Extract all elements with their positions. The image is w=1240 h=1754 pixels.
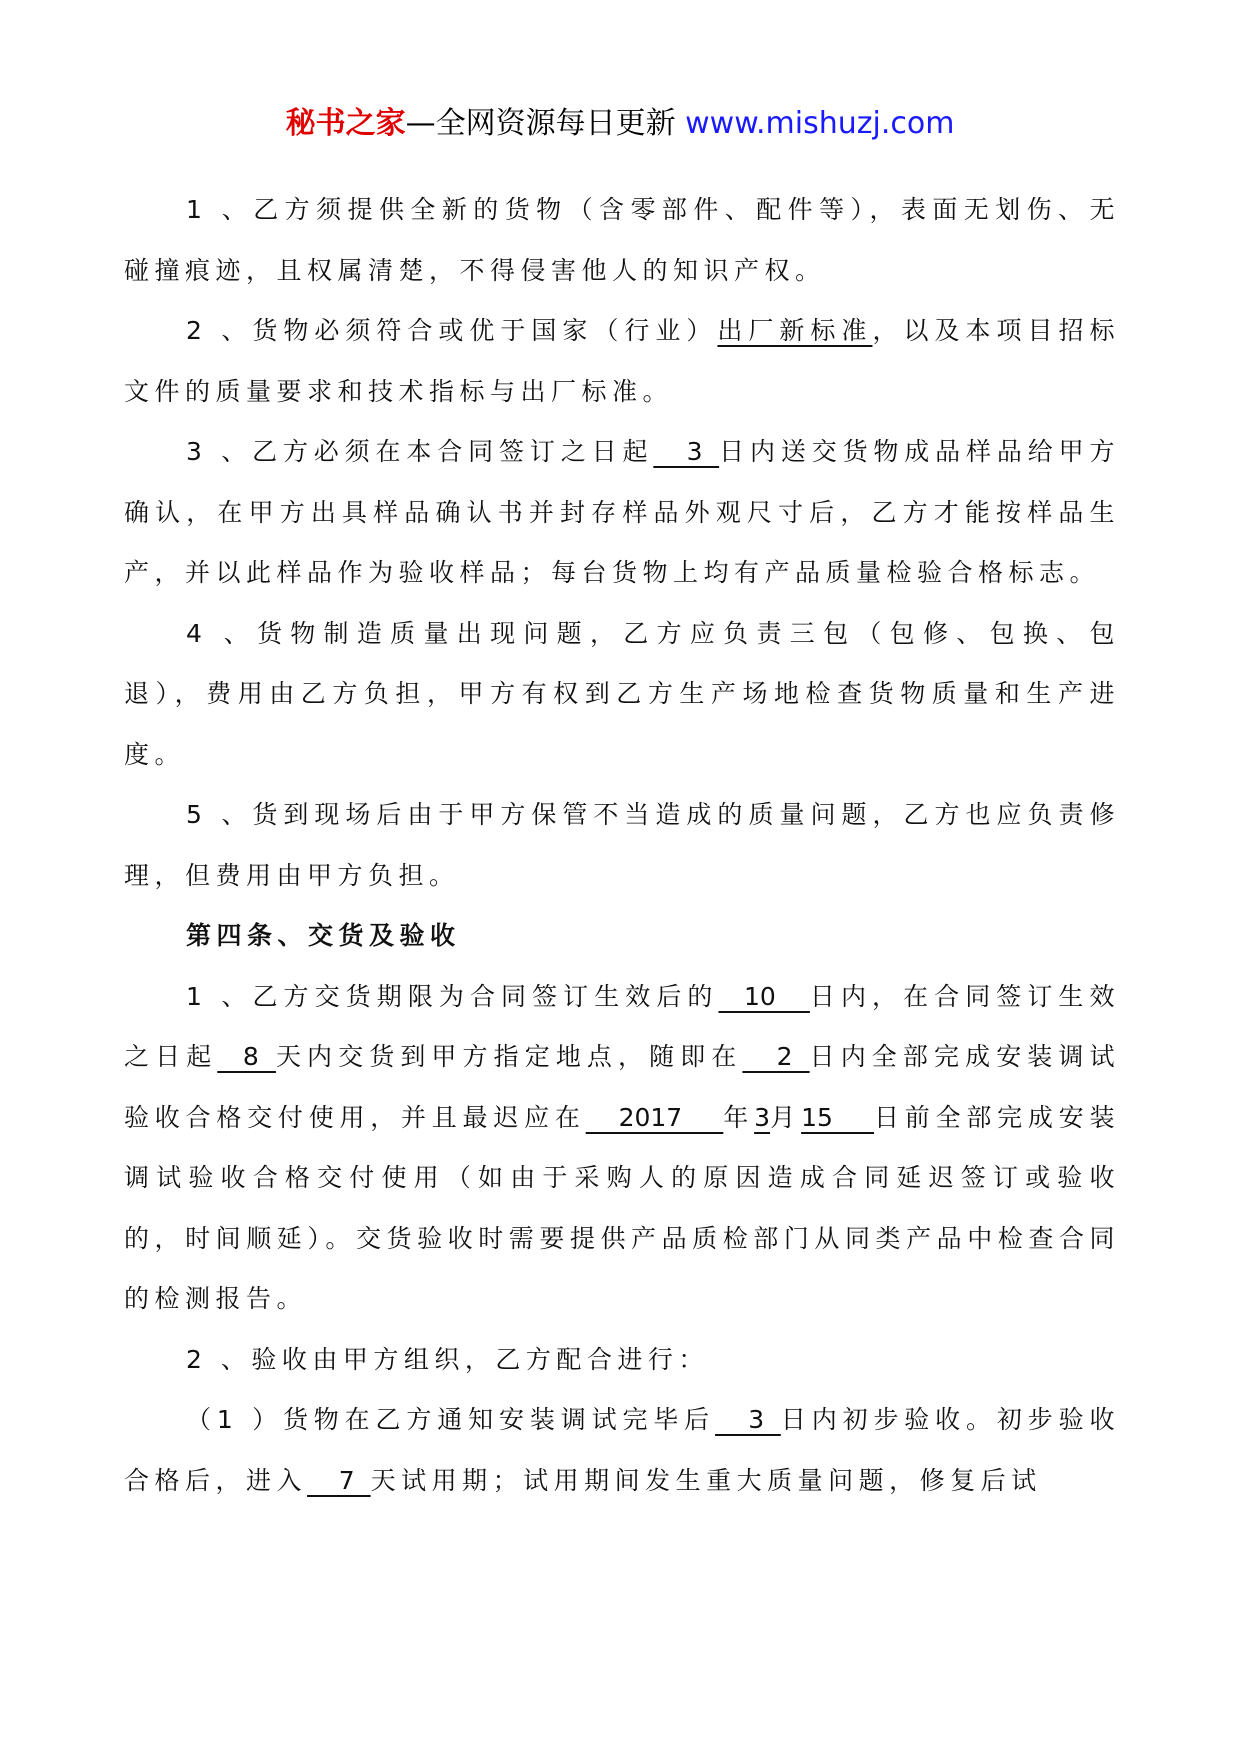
clause-text: ，以及本项目招标文件的质量要求和技术指标与出厂标准。 [124, 316, 1120, 406]
clause-text: 1 、乙方交货期限为合同签订生效后的 [186, 981, 719, 1011]
clause-text: 1 、乙方须提供全新的货物（含零部件、配件等），表面无划伤、无碰撞痕迹，且权属清楚，不得侵害他人的知识产权。 [124, 195, 1120, 285]
clause-text: 日内初步验收。初步验收合格后，进入 [124, 1405, 1120, 1495]
clause-paragraph [124, 967, 1120, 1330]
fill-in-delivery-days: 10 [718, 981, 810, 1011]
clause-paragraph [124, 180, 1120, 301]
fill-in-days: 3 [653, 437, 720, 466]
fill-in-shipping-days: 8 [217, 1042, 276, 1071]
fill-in-install-days: 2 [742, 1042, 810, 1071]
clause-text: 天内交货到甲方指定地点，随即在 [275, 1042, 743, 1071]
clause-text: 日内送交货物成品样品给甲方确认，在甲方出具样品确认书并封存样品外观尺寸后，乙方才能按样品生产，并以此样品作为验收样品；每台货物上均有产品质量检验合格标志。 [124, 437, 1120, 587]
clause-text: 日前全部完成安装调试验收合格交付使用（如由于采购人的原因造成合同延迟签订或验收的，时间顺延）。交货验收时需要提供产品质检部门从同类产品中检查合同的检测报告。 [124, 1102, 1120, 1313]
clause-text: 年 [723, 1102, 755, 1132]
article-heading-text: 第四条、交货及验收 [186, 921, 461, 950]
clause-text: 日内全部完成安装调试验收合格交付使用，并且最迟应在 [124, 1042, 1120, 1132]
clause-paragraph [124, 604, 1120, 786]
clause-text: 日内，在合同签订生效之日起 [124, 981, 1120, 1071]
underlined-term: 出厂新标准 [717, 316, 873, 345]
clause-text: 4 、货物制造质量出现问题，乙方应负责三包（包修、包换、包退），费用由乙方负担，甲方有权到乙方生产场地检查货物质量和生产进度。 [124, 618, 1120, 769]
brand-name: 秘书之家 [285, 106, 406, 141]
brand-slogan: —全网资源每日更新 [405, 106, 676, 141]
fill-in-trial-days: 7 [307, 1465, 371, 1495]
watermark-header [0, 100, 1240, 148]
clause-paragraph [124, 422, 1120, 604]
clause-text: 天试用期；试用期间发生重大质量问题，修复后试 [370, 1465, 1042, 1495]
clause-paragraph [124, 1330, 1120, 1391]
document-body [124, 180, 1120, 1511]
clause-paragraph [124, 785, 1120, 906]
fill-in-month: 3 [754, 1102, 771, 1132]
clause-text: （1 ）货物在乙方通知安装调试完毕后 [186, 1405, 716, 1434]
article-heading [124, 906, 1120, 967]
clause-text: 5 、货到现场后由于甲方保管不当造成的质量问题，乙方也应负责修理，但费用由甲方负担。 [124, 800, 1120, 890]
clause-paragraph [124, 1390, 1120, 1511]
fill-in-inspection-days: 3 [715, 1405, 781, 1434]
site-url: www.mishuzj.com [685, 106, 955, 141]
clause-text: 月 [770, 1102, 802, 1132]
clause-text: 3 、乙方必须在本合同签订之日起 [186, 437, 654, 466]
clause-text: 2 、验收由甲方组织，乙方配合进行： [186, 1344, 709, 1374]
clause-text: 2 、货物必须符合或优于国家（行业） [186, 316, 718, 345]
fill-in-year: 2017 [585, 1102, 724, 1132]
clause-paragraph [124, 301, 1120, 422]
fill-in-day: 15 [801, 1102, 875, 1132]
